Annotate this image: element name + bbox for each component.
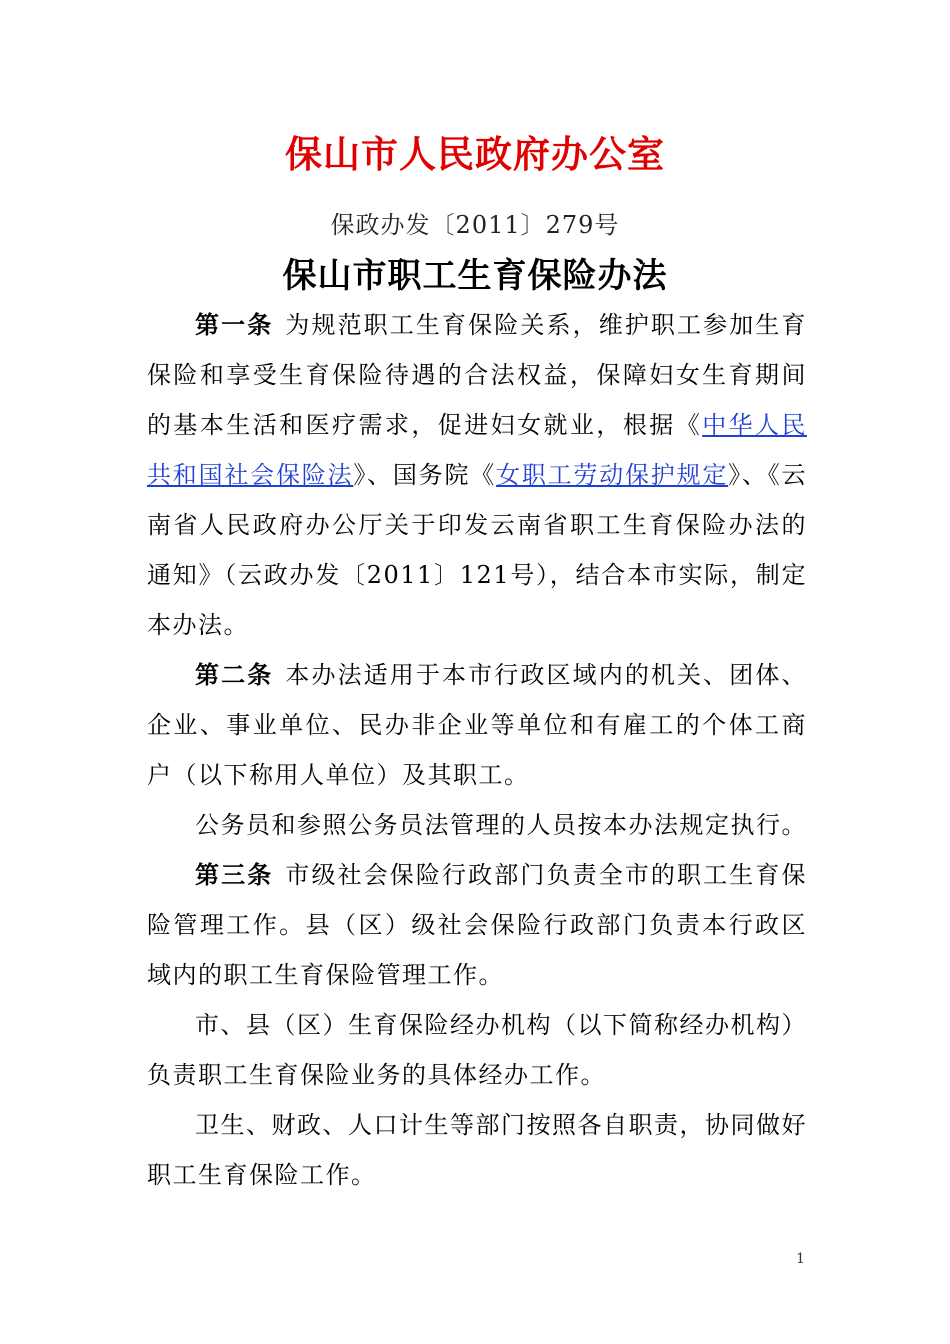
- female-labor-protection-link[interactable]: 女职工劳动保护规定: [496, 461, 729, 489]
- article-3-label: 第三条: [195, 860, 274, 889]
- article-2: [147, 650, 807, 800]
- article-3: [147, 850, 807, 1000]
- page-number: 1: [796, 1251, 805, 1267]
- document-number: 保政办发〔2011〕279号: [330, 211, 620, 239]
- article-1-text-3: 》、《云南省人民政府办公厅关于印发云南省职工生育保险办法的通知》（云政办发〔2011〕121号），结合本市实际，制定本办法。: [147, 461, 808, 639]
- article-1-label: 第一条: [195, 310, 274, 339]
- issuing-organization: 保山市人民政府办公室: [285, 132, 665, 176]
- document-body: [147, 300, 807, 1200]
- document-title: 保山市职工生育保险办法: [282, 256, 668, 296]
- article-2-text: 本办法适用于本市行政区域内的机关、团体、企业、事业单位、民办非企业等单位和有雇工的个体工商户（以下称用人单位）及其职工。: [147, 661, 808, 789]
- article-1-text-2: 》、国务院《: [353, 461, 497, 489]
- article-1-text-1: 为规范职工生育保险关系，维护职工参加生育保险和享受生育保险待遇的合法权益，保障妇女生育期间的基本生活和医疗需求，促进妇女就业，根据《: [147, 311, 808, 439]
- article-2-paragraph-2: 公务员和参照公务员法管理的人员按本办法规定执行。: [195, 811, 807, 839]
- article-3-paragraph-2: 市、县（区）生育保险经办机构（以下简称经办机构）负责职工生育保险业务的具体经办工作。: [147, 1011, 807, 1089]
- article-3-text: 市级社会保险行政部门负责全市的职工生育保险管理工作。县（区）级社会保险行政部门负责本行政区域内的职工生育保险管理工作。: [147, 861, 808, 989]
- article-2-label: 第二条: [195, 660, 274, 689]
- article-1: [147, 300, 807, 650]
- article-3-paragraph-3: 卫生、财政、人口计生等部门按照各自职责，协同做好职工生育保险工作。: [147, 1111, 807, 1189]
- social-insurance-law-link[interactable]: 中华人民共和国社会保险法: [147, 411, 807, 489]
